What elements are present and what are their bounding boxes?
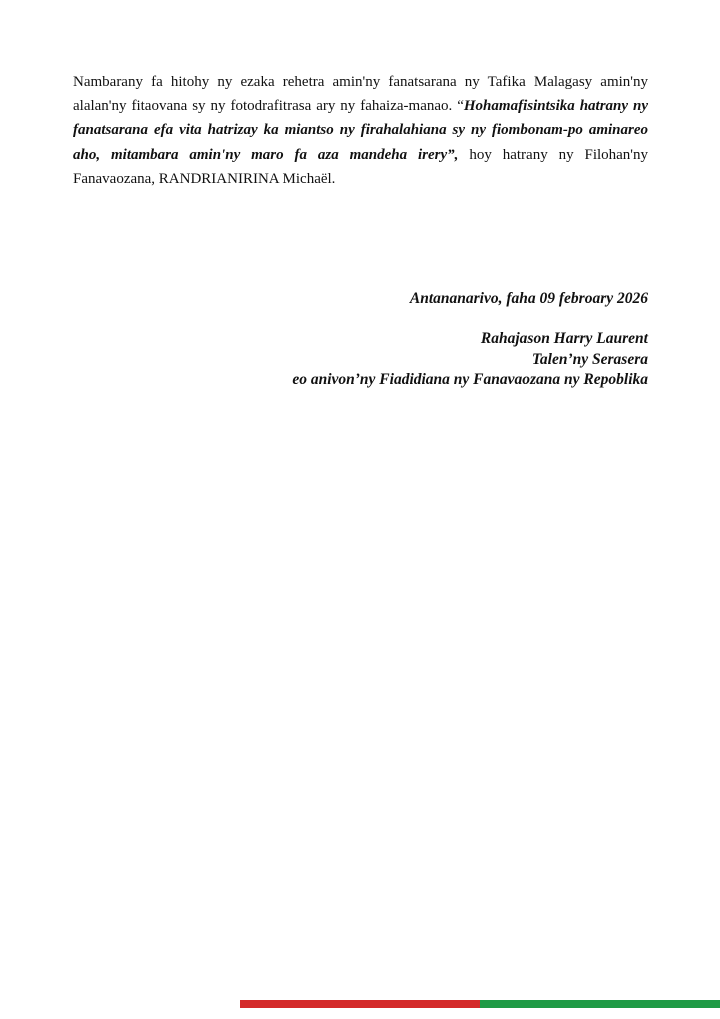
flag-color-bar bbox=[0, 1000, 720, 1008]
president-quote: Hohamafisintsika hatrany ny fanatsarana efa vita hatrizay ka miantso ny firahalahiana sy ny fiombonam-po aminareo aho, mitambara amin'ny maro fa aza mandeha irery”, bbox=[73, 98, 648, 163]
flag-green-segment bbox=[480, 1000, 720, 1008]
flag-white-segment bbox=[0, 1000, 240, 1008]
paragraph-tail: hoy hatrany ny Filohan'ny Fanavaozana, RANDRIANIRINA Michaël. bbox=[73, 146, 649, 187]
flag-red-segment bbox=[240, 1000, 480, 1008]
body-paragraph bbox=[73, 70, 648, 191]
signatory-name: Rahajason Harry Laurent bbox=[480, 330, 648, 347]
signatory-office: eo anivon’ny Fiadidiana ny Fanavaozana ny Repoblika bbox=[292, 371, 648, 388]
signature-block bbox=[128, 288, 648, 391]
place-date: Antananarivo, faha 09 febroary 2026 bbox=[409, 290, 648, 307]
paragraph-lead: Nambarany fa hitohy ny ezaka rehetra amin'ny fanatsarana ny Tafika Malagasy amin'ny alalan'ny fitaovana sy ny fotodrafitrasa ary ny fahaiza-manao. “ bbox=[73, 74, 648, 115]
signatory-title: Talen’ny Serasera bbox=[531, 350, 648, 368]
